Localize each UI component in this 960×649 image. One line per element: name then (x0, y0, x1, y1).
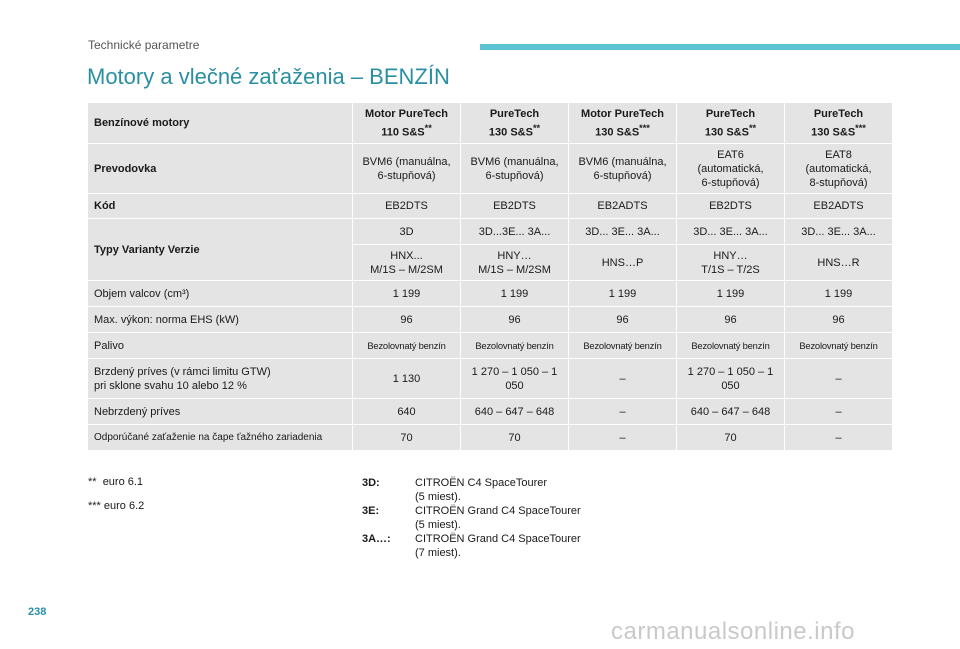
table-cell: EB2DTS (461, 194, 569, 219)
table-cell: HNX... M/1S – M/2SM (353, 245, 461, 281)
table-row-capacity (88, 281, 893, 307)
table-cell: 640 (353, 399, 461, 425)
section-label: Technické parametre (88, 38, 200, 52)
table-cell: HNY… M/1S – M/2SM (461, 245, 569, 281)
table-cell: Bezolovnatý benzín (677, 333, 785, 359)
table-row-braked (88, 359, 893, 399)
table-cell: Bezolovnatý benzín (569, 333, 677, 359)
row-label: Max. výkon: norma EHS (kW) (88, 307, 353, 333)
table-cell: 1 130 (353, 359, 461, 399)
table-cell: – (569, 359, 677, 399)
table-cell: 3D... 3E... 3A... (569, 219, 677, 245)
table-cell: 96 (677, 307, 785, 333)
header-cell: PureTech 130 S&S*** (785, 103, 893, 144)
table-cell: 1 199 (461, 281, 569, 307)
header-cell: PureTech 130 S&S** (461, 103, 569, 144)
variant-text: CITROËN Grand C4 SpaceTourer (5 miest). (415, 505, 581, 531)
table-cell: 3D (353, 219, 461, 245)
table-cell: EB2ADTS (569, 194, 677, 219)
page-title: Motory a vlečné zaťaženia – BENZÍN (87, 64, 450, 89)
table-cell: – (569, 425, 677, 451)
table-cell: 70 (461, 425, 569, 451)
header-cell: Motor PureTech 130 S&S*** (569, 103, 677, 144)
table-cell: EB2DTS (353, 194, 461, 219)
row-label: Palivo (88, 333, 353, 359)
table-cell: 1 199 (677, 281, 785, 307)
footnote-euro61: ** euro 6.1 (88, 476, 144, 488)
table-row-towball (88, 425, 893, 451)
table-cell: 96 (353, 307, 461, 333)
header-cell: Motor PureTech 110 S&S** (353, 103, 461, 144)
table-row-unbraked (88, 399, 893, 425)
variant-text: CITROËN Grand C4 SpaceTourer (7 miest). (415, 533, 581, 559)
row-label: Nebrzdený príves (88, 399, 353, 425)
table-cell: 96 (569, 307, 677, 333)
table-cell: 3D... 3E... 3A... (785, 219, 893, 245)
table-cell: 1 270 – 1 050 – 1 050 (677, 359, 785, 399)
engine-spec-table (87, 102, 893, 451)
table-cell: BVM6 (manuálna, 6-stupňová) (461, 144, 569, 194)
page-number: 238 (28, 606, 47, 618)
table-cell: 640 – 647 – 648 (461, 399, 569, 425)
row-label: Prevodovka (88, 144, 353, 194)
table-header-row (88, 103, 893, 144)
variant-3e (362, 504, 675, 532)
table-cell: EB2DTS (677, 194, 785, 219)
variant-text: CITROËN C4 SpaceTourer (5 miest). (415, 477, 548, 503)
variant-3a (362, 532, 675, 560)
table-cell: 96 (785, 307, 893, 333)
table-cell: 1 199 (353, 281, 461, 307)
variant-definitions (362, 476, 675, 560)
table-cell: HNS…R (785, 245, 893, 281)
table-cell: – (785, 425, 893, 451)
table-cell: EAT6 (automatická, 6-stupňová) (677, 144, 785, 194)
table-cell: 1 199 (785, 281, 893, 307)
table-cell: Bezolovnatý benzín (785, 333, 893, 359)
table-cell: Bezolovnatý benzín (353, 333, 461, 359)
table-cell: EB2ADTS (785, 194, 893, 219)
variant-code: 3A…: (362, 533, 391, 545)
table-cell: 1 270 – 1 050 – 1 050 (461, 359, 569, 399)
header-accent-bar (480, 44, 960, 50)
table-cell: BVM6 (manuálna, 6-stupňová) (353, 144, 461, 194)
table-cell: 70 (677, 425, 785, 451)
table-cell: EAT8 (automatická, 8-stupňová) (785, 144, 893, 194)
table-row-fuel (88, 333, 893, 359)
table-row-types (88, 219, 893, 245)
header-cell: PureTech 130 S&S** (677, 103, 785, 144)
table-cell: 640 – 647 – 648 (677, 399, 785, 425)
row-label: Kód (88, 194, 353, 219)
footnote-euro62: *** euro 6.2 (88, 500, 145, 512)
variant-code: 3D: (362, 477, 380, 489)
row-label: Objem valcov (cm³) (88, 281, 353, 307)
table-cell: Bezolovnatý benzín (461, 333, 569, 359)
row-label: Brzdený príves (v rámci limitu GTW) pri sklone svahu 10 alebo 12 % (88, 359, 353, 399)
table-cell: HNY… T/1S – T/2S (677, 245, 785, 281)
table-cell: – (785, 399, 893, 425)
header-cell-engines: Benzínové motory (88, 103, 353, 144)
table-row-gearbox (88, 144, 893, 194)
table-cell: 1 199 (569, 281, 677, 307)
row-label: Typy Varianty Verzie (88, 219, 353, 281)
table-cell: 3D...3E... 3A... (461, 219, 569, 245)
table-cell: HNS…P (569, 245, 677, 281)
table-cell: 70 (353, 425, 461, 451)
row-label: Odporúčané zaťaženie na čape ťažného zariadenia (88, 425, 353, 451)
table-row-code (88, 194, 893, 219)
variant-3d (362, 476, 675, 504)
watermark: carmanualsonline.info (611, 618, 855, 645)
table-cell: 96 (461, 307, 569, 333)
table-cell: 3D... 3E... 3A... (677, 219, 785, 245)
table-cell: – (785, 359, 893, 399)
variant-code: 3E: (362, 505, 380, 517)
table-row-power (88, 307, 893, 333)
table-cell: BVM6 (manuálna, 6-stupňová) (569, 144, 677, 194)
table-cell: – (569, 399, 677, 425)
